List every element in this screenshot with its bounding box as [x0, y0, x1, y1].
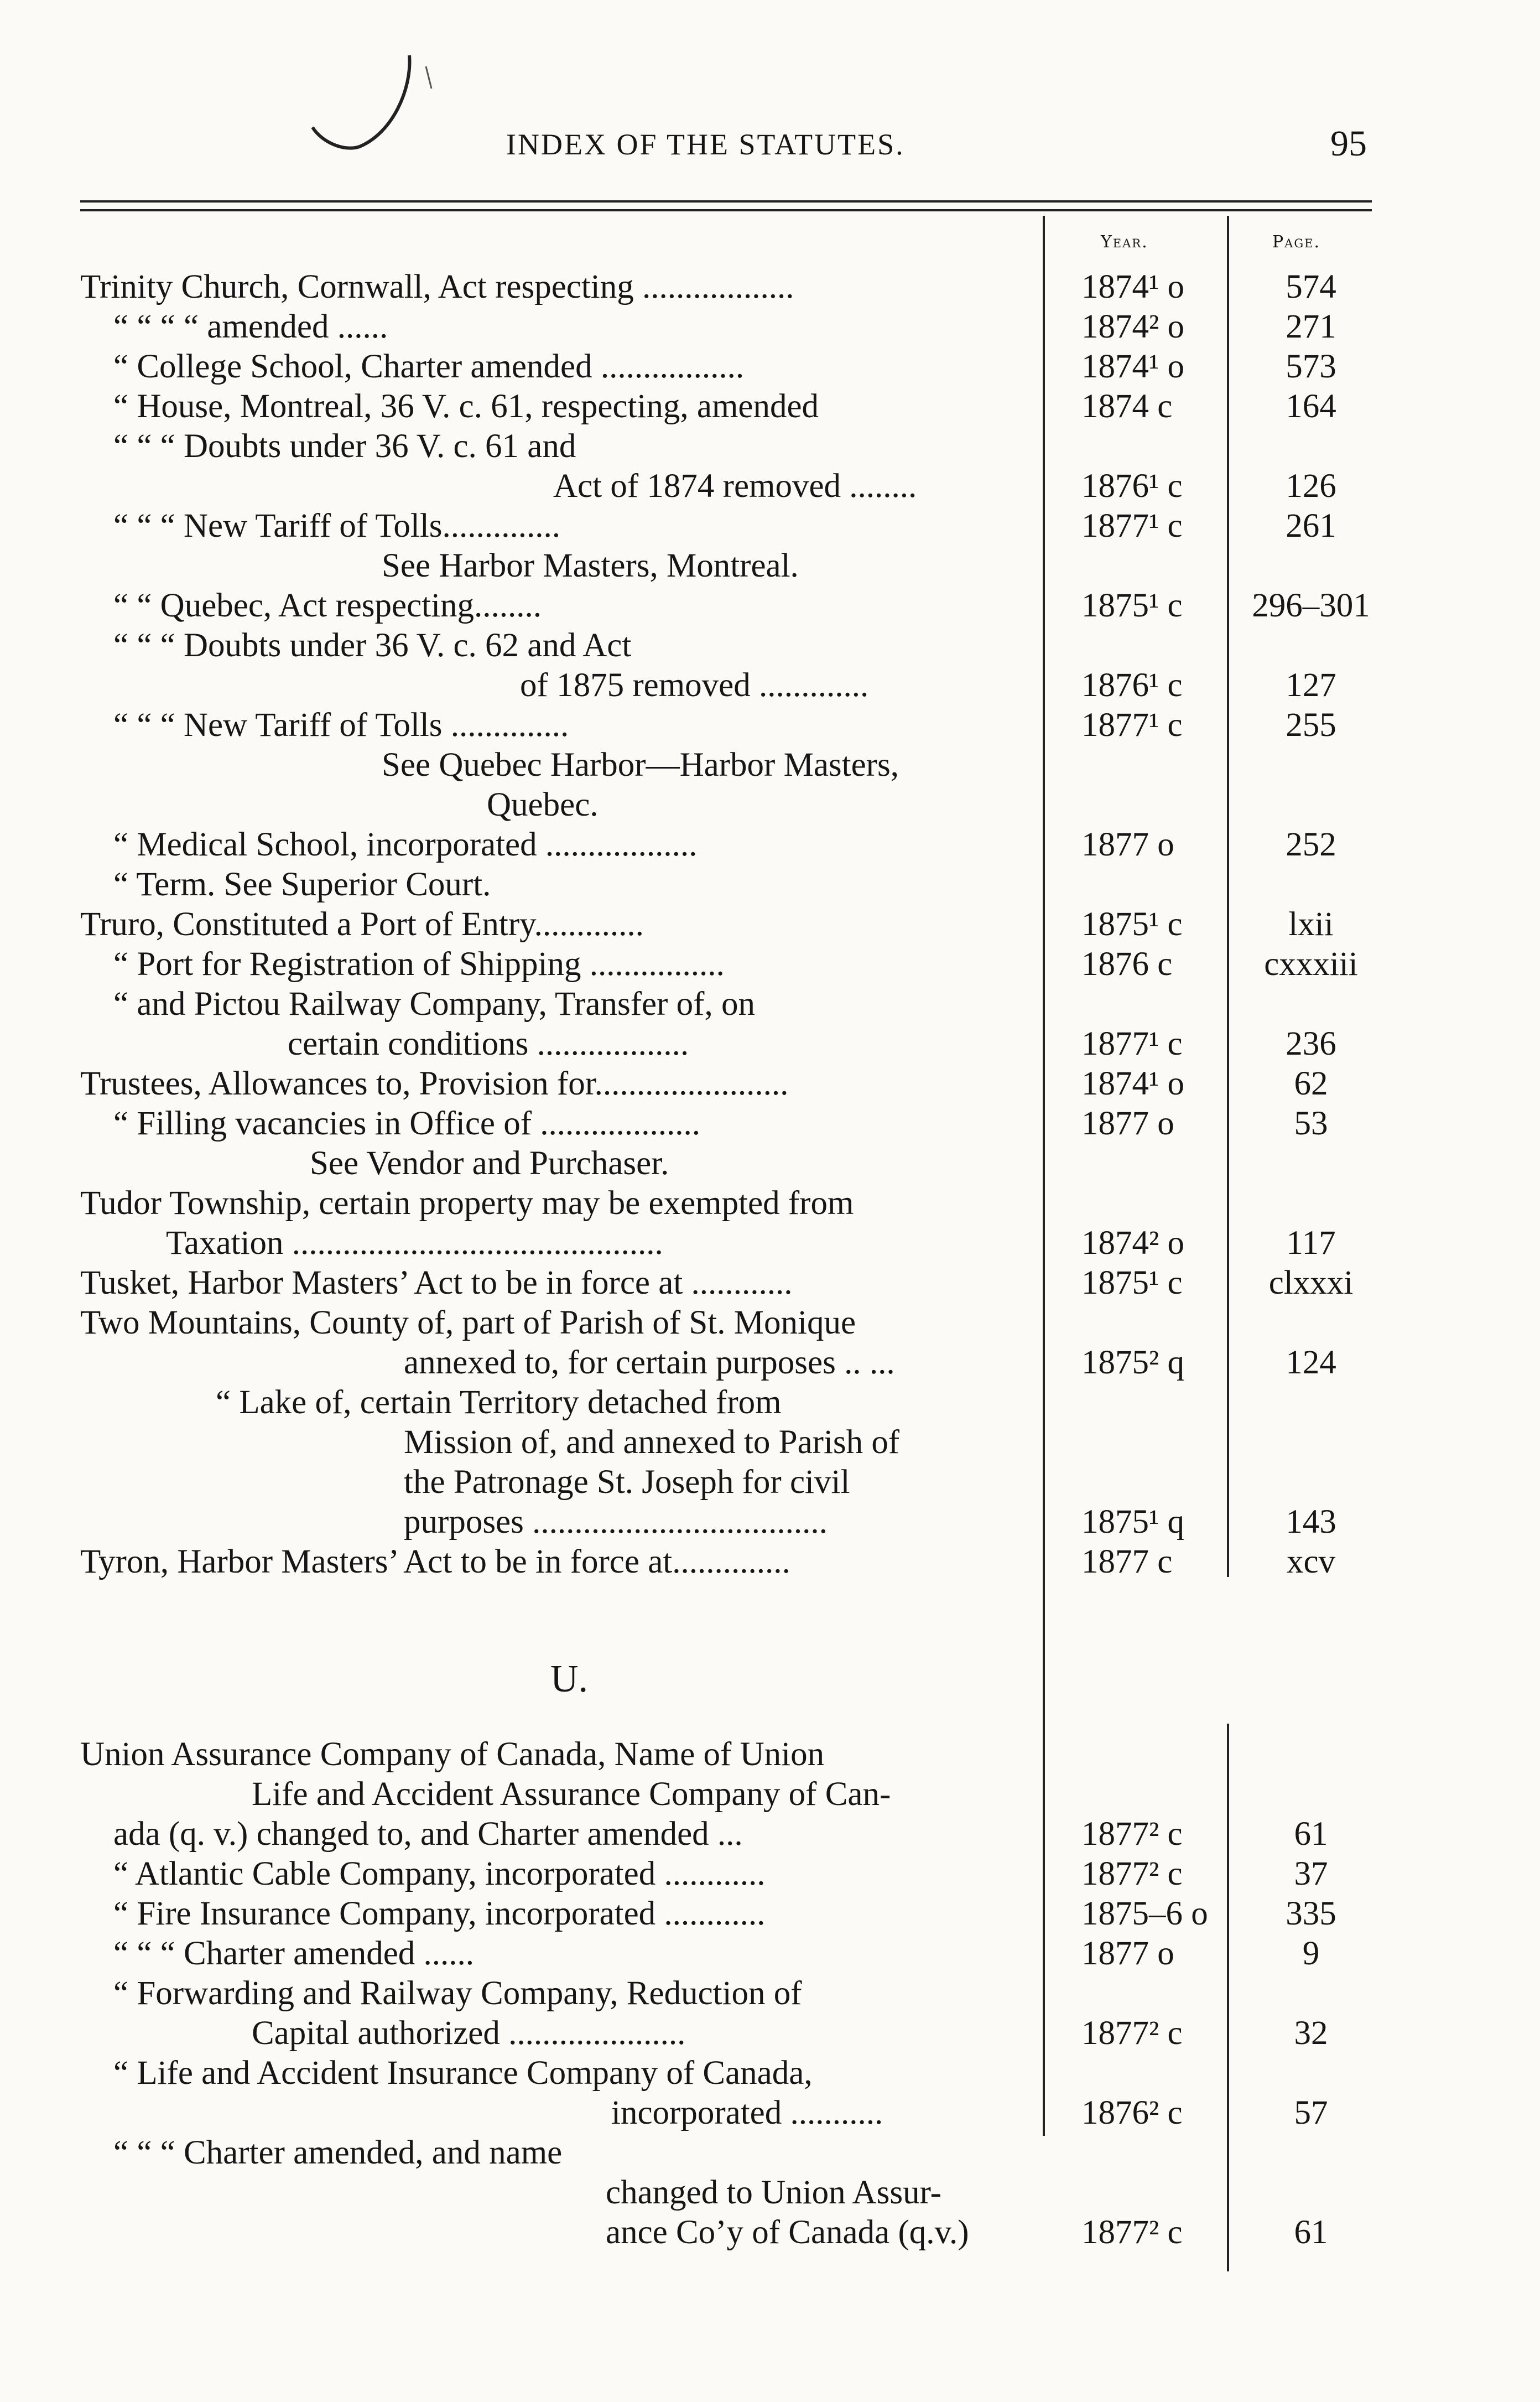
index-row	[0, 2014, 1540, 2053]
index-row	[0, 586, 1540, 626]
index-row	[0, 1144, 1540, 1184]
index-row	[0, 1383, 1540, 1423]
header-rule	[80, 200, 1372, 203]
index-row	[0, 1814, 1540, 1854]
index-row	[0, 2213, 1540, 2253]
entry-text: incorporated ...........	[611, 2094, 883, 2131]
index-row	[0, 2133, 1540, 2173]
entry-text: See Harbor Masters, Montreal.	[382, 547, 799, 584]
page-cell: 62	[1294, 1065, 1328, 1102]
year-cell: 1875¹ c	[1081, 906, 1183, 943]
entry-text: purposes ...................................	[404, 1503, 828, 1540]
entry-text: “ Filling vacancies in Office of ...................	[113, 1105, 701, 1142]
entry-text: “ House, Montreal, 36 V. c. 61, respecting, amended	[113, 388, 819, 425]
index-row	[0, 945, 1540, 984]
index-row	[0, 1542, 1540, 1582]
entry-text: Trinity Church, Cornwall, Act respecting ..................	[80, 268, 794, 305]
entry-text: Two Mountains, County of, part of Parish of St. Monique	[80, 1304, 856, 1341]
year-cell: 1875¹ q	[1081, 1503, 1185, 1540]
year-cell: 1874¹ o	[1081, 348, 1185, 385]
page-cell: 37	[1294, 1855, 1328, 1892]
page-cell: 296–301	[1252, 587, 1370, 624]
index-row	[0, 1462, 1540, 1502]
entry-text: Tyron, Harbor Masters’ Act to be in force at..............	[80, 1543, 790, 1580]
entry-text: Quebec.	[487, 786, 599, 823]
year-cell: 1877 o	[1081, 1935, 1174, 1972]
index-row	[0, 1423, 1540, 1462]
index-row	[0, 1854, 1540, 1894]
index-row	[0, 1735, 1540, 1775]
running-title: INDEX OF THE STATUTES.	[506, 128, 905, 161]
index-row	[0, 1064, 1540, 1104]
index-row	[0, 745, 1540, 785]
page-cell: 61	[1294, 2214, 1328, 2251]
index-row	[0, 466, 1540, 506]
year-cell: 1877² c	[1081, 1815, 1183, 1853]
page-header	[0, 123, 1540, 162]
year-cell: 1875¹ c	[1081, 587, 1183, 624]
entry-text: “ Port for Registration of Shipping ................	[113, 946, 725, 983]
entry-text: annexed to, for certain purposes .. ...	[404, 1344, 895, 1381]
index-row	[0, 705, 1540, 745]
entry-text: “ “ “ New Tariff of Tolls..............	[113, 507, 561, 544]
year-cell: 1877 c	[1081, 1543, 1173, 1580]
index-row	[0, 2093, 1540, 2133]
year-cell: 1877² c	[1081, 2214, 1183, 2251]
year-cell: 1876¹ c	[1081, 468, 1183, 505]
year-column-header: Year.	[1101, 232, 1148, 252]
entry-text: “ Medical School, incorporated ..................	[113, 826, 698, 863]
index-row	[0, 984, 1540, 1024]
page-cell: 9	[1302, 1935, 1320, 1972]
year-cell: 1877 o	[1081, 826, 1174, 863]
page-cell: 236	[1286, 1025, 1336, 1062]
year-cell: 1877¹ c	[1081, 707, 1183, 744]
year-cell: 1877 o	[1081, 1105, 1174, 1142]
section-letter: U.	[550, 1658, 589, 1700]
year-cell: 1876 c	[1081, 946, 1173, 983]
page-cell: 335	[1286, 1895, 1336, 1932]
page-cell: 61	[1294, 1815, 1328, 1853]
index-row	[0, 825, 1540, 865]
entry-text: “ Life and Accident Insurance Company of Canada,	[113, 2055, 813, 2092]
index-row	[0, 546, 1540, 586]
year-cell: 1877¹ c	[1081, 1025, 1183, 1062]
index-row	[0, 1184, 1540, 1223]
year-cell: 1875² q	[1081, 1344, 1185, 1381]
index-row	[0, 267, 1540, 307]
entry-text: Tudor Township, certain property may be exempted from	[80, 1185, 854, 1222]
entry-text: “ “ “ New Tariff of Tolls ..............	[113, 707, 569, 744]
entry-text: Mission of, and annexed to Parish of	[404, 1424, 900, 1461]
index-row	[0, 1024, 1540, 1064]
page-cell: 574	[1286, 268, 1336, 305]
index-row	[0, 666, 1540, 705]
entry-text: “ Lake of, certain Territory detached from	[216, 1384, 782, 1421]
page-cell: 271	[1286, 308, 1336, 345]
entry-text: “ “ “ Charter amended ......	[113, 1935, 475, 1972]
page-cell: clxxxi	[1268, 1264, 1354, 1301]
entry-text: “ Forwarding and Railway Company, Reduction of	[113, 1975, 802, 2012]
page-cell: lxii	[1288, 906, 1334, 943]
entry-text: “ “ “ Doubts under 36 V. c. 62 and Act	[113, 627, 632, 664]
year-cell: 1874¹ o	[1081, 268, 1185, 305]
entry-text: Act of 1874 removed ........	[553, 468, 917, 505]
entry-text: Life and Accident Assurance Company of Can-	[252, 1776, 891, 1813]
year-cell: 1874 c	[1081, 388, 1173, 425]
page-cell: 261	[1286, 507, 1336, 544]
index-row	[0, 1303, 1540, 1343]
entry-text: ada (q. v.) changed to, and Charter amended ...	[113, 1815, 743, 1853]
entry-text: of 1875 removed .............	[520, 667, 869, 704]
header-rule-thin	[80, 209, 1372, 211]
entry-text: “ Atlantic Cable Company, incorporated ............	[113, 1855, 766, 1892]
index-row	[0, 1104, 1540, 1144]
year-cell: 1877¹ c	[1081, 507, 1183, 544]
index-row	[0, 1223, 1540, 1263]
page-cell: 32	[1294, 2015, 1328, 2052]
entry-text: “ Term. See Superior Court.	[113, 866, 491, 903]
index-row	[0, 2053, 1540, 2093]
page-number: 95	[1330, 123, 1367, 164]
index-row	[0, 865, 1540, 905]
page-cell: 127	[1286, 667, 1336, 704]
index-row	[0, 506, 1540, 546]
page-column-header: Page.	[1272, 232, 1320, 252]
page-cell: 164	[1286, 388, 1336, 425]
entry-text: “ “ Quebec, Act respecting........	[113, 587, 542, 624]
index-row	[0, 1974, 1540, 2014]
index-row	[0, 626, 1540, 666]
entry-text: changed to Union Assur-	[606, 2174, 941, 2211]
entry-text: Taxation ............................................	[166, 1225, 663, 1262]
year-cell: 1874² o	[1081, 308, 1185, 345]
year-cell: 1875¹ c	[1081, 1264, 1183, 1301]
year-cell: 1874² o	[1081, 1225, 1185, 1262]
page-cell: 252	[1286, 826, 1336, 863]
entry-text: the Patronage St. Joseph for civil	[404, 1464, 850, 1501]
entry-text: “ and Pictou Railway Company, Transfer of, on	[113, 985, 755, 1023]
year-cell: 1875–6 o	[1081, 1895, 1208, 1932]
page-cell: 53	[1294, 1105, 1328, 1142]
index-row	[0, 427, 1540, 466]
page-cell: cxxxiii	[1264, 946, 1358, 983]
index-row	[0, 307, 1540, 347]
entry-text: “ Fire Insurance Company, incorporated ............	[113, 1895, 766, 1932]
entry-text: Truro, Constituted a Port of Entry.............	[80, 906, 644, 943]
entry-text: “ “ “ Charter amended, and name	[113, 2134, 563, 2171]
page-cell: xcv	[1286, 1543, 1336, 1580]
year-cell: 1876¹ c	[1081, 667, 1183, 704]
page-cell: 573	[1286, 348, 1336, 385]
index-row	[0, 2173, 1540, 2213]
index-row	[0, 1775, 1540, 1814]
index-row	[0, 1343, 1540, 1383]
entry-text: See Quebec Harbor—Harbor Masters,	[382, 746, 899, 784]
entry-text: “ College School, Charter amended .................	[113, 348, 745, 385]
index-row	[0, 1502, 1540, 1542]
index-row	[0, 1934, 1540, 1974]
page-cell: 255	[1286, 707, 1336, 744]
index-row	[0, 387, 1540, 427]
entry-text: Capital authorized .....................	[252, 2015, 686, 2052]
index-row	[0, 347, 1540, 387]
year-cell: 1877² c	[1081, 1855, 1183, 1892]
index-row	[0, 1894, 1540, 1934]
index-row	[0, 1263, 1540, 1303]
entry-text: ance Co’y of Canada (q.v.)	[606, 2214, 969, 2251]
entry-text: certain conditions ..................	[288, 1025, 689, 1062]
page-cell: 143	[1286, 1503, 1336, 1540]
entry-text: “ “ “ Doubts under 36 V. c. 61 and	[113, 428, 576, 465]
page-cell: 57	[1294, 2094, 1328, 2131]
index-row	[0, 905, 1540, 945]
entry-text: Trustees, Allowances to, Provision for.......................	[80, 1065, 789, 1102]
entry-text: See Vendor and Purchaser.	[310, 1145, 669, 1182]
entry-text: Tusket, Harbor Masters’ Act to be in force at ............	[80, 1264, 793, 1301]
index-row	[0, 785, 1540, 825]
year-cell: 1877² c	[1081, 2015, 1183, 2052]
year-cell: 1876² c	[1081, 2094, 1183, 2131]
year-cell: 1874¹ o	[1081, 1065, 1185, 1102]
page-cell: 124	[1286, 1344, 1336, 1381]
entry-text: “ “ “ “ amended ......	[113, 308, 388, 345]
entry-text: Union Assurance Company of Canada, Name of Union	[80, 1736, 825, 1773]
page-cell: 117	[1286, 1225, 1336, 1262]
page-cell: 126	[1286, 468, 1336, 505]
